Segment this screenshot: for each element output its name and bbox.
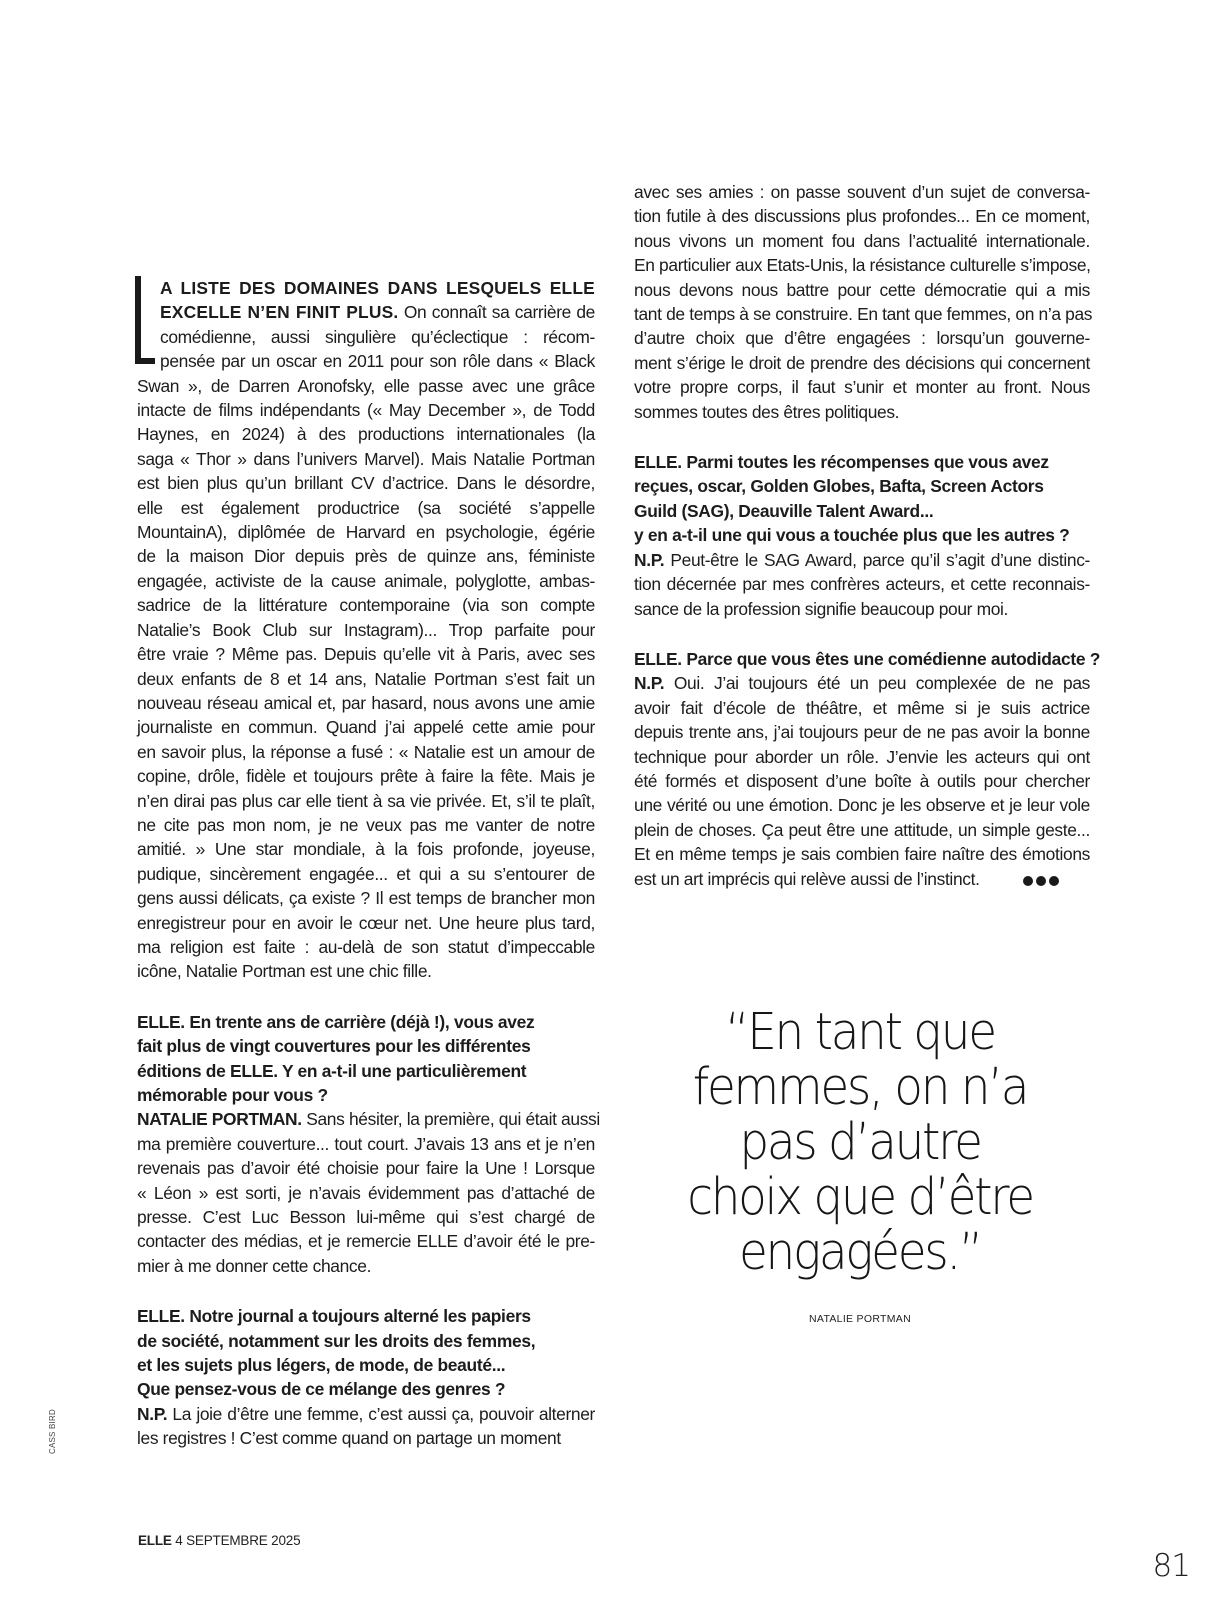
question-text: y en a-t-il une qui vous a touchée plus que les autres ?: [634, 525, 1070, 546]
question-text: Notre journal a toujours alterné les papiers: [184, 1306, 531, 1327]
answer-text: Et en même temps je sais combien faire naître des émotions: [634, 844, 1090, 865]
text-line: nous vivons un moment fou dans l’actualité internationale.: [634, 230, 1090, 251]
answer-line: [634, 597, 1090, 621]
question-line: [137, 1329, 595, 1353]
answer-line: [634, 572, 1090, 596]
answer-text: Peut-être le SAG Award, parce qu’il s’agit d’une distinc-: [664, 549, 1090, 570]
page-footer: [138, 1533, 300, 1548]
text-line: nouveau réseau amical et, par hasard, nous avons une amie: [137, 692, 595, 713]
answer-text: été formés et disposent d’une boîte à outils pour chercher: [634, 770, 1090, 791]
answer-text: « Léon » est sorti, je n’avais évidemment pas d’attaché de: [137, 1182, 595, 1203]
left-column: [137, 276, 600, 1451]
answer-line: [137, 1156, 595, 1180]
question-line: [634, 499, 1090, 523]
text-line: intacte de films indépendants (« May December », de Todd: [137, 400, 595, 421]
pull-quote-line: choix que d’être: [687, 1168, 1033, 1227]
text-line: n’en dirai pas plus car elle tient à sa vie privée. Et, s’il te plaît,: [137, 790, 595, 811]
answer-line: [634, 696, 1090, 720]
answer-text: depuis trente ans, j’ai toujours peur de ne pas avoir la bonne: [634, 722, 1090, 743]
continued-answer: [634, 180, 1093, 424]
question-text: mémorable pour vous ?: [137, 1085, 328, 1105]
answer-line: [137, 1205, 595, 1229]
footer-date: 4 SEPTEMBRE 2025: [175, 1533, 301, 1548]
answer-text: Sans hésiter, la première, qui était aussi: [301, 1109, 600, 1130]
answer-text: plein de choses. Ça peut être une attitude, un simple geste...: [634, 819, 1090, 840]
right-column: [634, 180, 1101, 892]
text-line: ment s’érige le droit de prendre des décisions qui concernent: [634, 352, 1090, 373]
qa-block: [137, 1010, 600, 1278]
text-line: pudique, sincèrement engagée... et qui a su s’entourer de: [137, 863, 595, 884]
answer-text: contacter des médias, et je remercie ELLE d’avoir été le pre-: [137, 1231, 595, 1252]
question-text: En trente ans de carrière (déjà !), vous avez: [184, 1011, 535, 1032]
text-line: sadrice de la littérature contemporaine (via son compte: [137, 595, 595, 616]
text-line: enregistreur pour en avoir le cœur net. Une heure plus tard,: [137, 912, 595, 933]
intro-line: pensée par un oscar en 2011 pour son rôle dans « Black: [160, 351, 595, 372]
end-dot: [1036, 876, 1046, 886]
answer-line: [634, 769, 1090, 793]
question-line: [634, 474, 1090, 498]
question-text: de société, notamment sur les droits des femmes,: [137, 1330, 536, 1351]
text-line: MountainA), diplômée de Harvard en psychologie, égérie: [137, 522, 595, 543]
answer-text: est un art imprécis qui relève aussi de l’instinct.: [634, 868, 980, 889]
intro-paragraph: [137, 276, 595, 984]
answer-text: Oui. J’ai toujours été un peu complexée de ne pas: [664, 673, 1090, 694]
question-text: Que pensez-vous de ce mélange des genres ?: [137, 1379, 506, 1400]
question-line: [634, 647, 1101, 671]
question-line: [634, 450, 1090, 474]
question-text: reçues, oscar, Golden Globes, Bafta, Screen Actors: [634, 476, 1044, 497]
interviewer-label: ELLE.: [634, 452, 682, 473]
text-line: Natalie’s Book Club sur Instagram)... Trop parfaite pour: [137, 619, 595, 640]
answer-line: [634, 720, 1090, 744]
text-line: nous devons nous battre pour cette démocratie qui a mis: [634, 279, 1090, 300]
answer-text: ma première couverture... tout court. J’avais 13 ans et je n’en: [137, 1133, 595, 1154]
answer-text: mier à me donner cette chance.: [137, 1255, 372, 1276]
qa-block: [634, 450, 1090, 621]
interviewer-label: ELLE.: [137, 1306, 185, 1327]
answer-line: [634, 548, 1090, 572]
text-line: icône, Natalie Portman est une chic fille.: [137, 961, 432, 982]
interviewer-label: ELLE.: [634, 648, 682, 669]
intro-line: EXCELLE N’EN FINIT PLUS. On connaît sa carrière de: [160, 302, 595, 323]
text-line: engagée, activiste de la cause animale, polyglotte, ambas-: [137, 570, 595, 591]
answer-line: [634, 842, 1090, 866]
answer-line: [137, 1426, 595, 1450]
pull-quote-author: NATALIE PORTMAN: [809, 1313, 911, 1325]
text-line: tion futile à des discussions plus profondes... En ce moment,: [634, 206, 1090, 227]
answer-line: [634, 867, 1090, 893]
qa-block: [137, 1304, 595, 1450]
text-line: est bien plus qu’un brillant CV d’actrice. Dans le désordre,: [137, 473, 595, 494]
answer-text: les registres ! C’est comme quand on partage un moment: [137, 1428, 561, 1449]
text-line: de la maison Dior depuis près de quinze ans, féministe: [137, 546, 595, 567]
answer-text: avoir fait d’école de théâtre, et même si je suis actrice: [634, 697, 1090, 718]
text-line: amitié. » Une star mondiale, à la fois profonde, joyeuse,: [137, 839, 595, 860]
question-line: [137, 1304, 595, 1328]
answer-line: [137, 1132, 595, 1156]
end-of-article-icon: [1020, 868, 1059, 892]
answer-line: [137, 1254, 595, 1278]
question-text: et les sujets plus légers, de mode, de beauté...: [137, 1355, 506, 1376]
pull-quote: [667, 1005, 1053, 1280]
text-line: ne cite pas mon nom, je ne veux pas me vanter de notre: [137, 814, 595, 835]
respondent-label: N.P.: [634, 673, 665, 694]
question-line: [137, 1377, 595, 1401]
question-line: [137, 1034, 595, 1058]
intro-line: comédienne, aussi singulière qu’éclectique : récom-: [160, 326, 595, 347]
pull-quote-line: femmes, on n’a: [692, 1058, 1028, 1117]
text-line: journaliste en commun. Quand j’ai appelé cette amie pour: [137, 717, 595, 738]
text-line: d’autre choix que d’être engagées : lorsqu’un gouverne-: [634, 328, 1090, 349]
text-line: sommes toutes des êtres politiques.: [634, 401, 900, 422]
answer-line: [634, 745, 1090, 769]
question-text: éditions de ELLE. Y en a-t-il une particulièrement: [137, 1060, 527, 1081]
pull-quote-line: pas d’autre: [739, 1113, 981, 1172]
qa-block: [634, 647, 1101, 892]
question-line: [634, 523, 1090, 547]
drop-cap-L: [135, 276, 155, 364]
photo-credit: CASS BIRD: [48, 1409, 57, 1454]
intro-line: A LISTE DES DOMAINES DANS LESQUELS ELLE: [160, 278, 595, 298]
text-line: en savoir plus, la réponse a fusé : « Natalie est un amour de: [137, 741, 595, 762]
page-number: 81: [1152, 1548, 1190, 1584]
interviewer-label: ELLE.: [137, 1011, 185, 1032]
text-line: être vraie ? Même pas. Depuis qu’elle vit à Paris, avec ses: [137, 644, 595, 665]
answer-line: [634, 671, 1090, 695]
answer-text: revenais pas d’avoir été choisie pour faire la Une ! Lorsque: [137, 1158, 595, 1179]
answer-line: [634, 793, 1090, 817]
pull-quote-line: engagées.”: [738, 1223, 982, 1282]
pull-quote-line: “En tant que: [725, 1003, 995, 1062]
text-line: elle est également productrice (sa société s’appelle: [137, 497, 595, 518]
text-line: gens aussi délicats, ça existe ? Il est temps de brancher mon: [137, 888, 595, 909]
answer-text: La joie d’être une femme, c’est aussi ça, pouvoir alterner: [167, 1403, 595, 1424]
answer-text: tion décernée par mes confrères acteurs, et cette reconnais-: [634, 574, 1090, 595]
text-line: tant de temps à se construire. En tant que femmes, on n’a pas: [634, 304, 1093, 325]
text-line: votre propre corps, il faut s’unir et monter au front. Nous: [634, 377, 1090, 398]
answer-text: technique pour aborder un rôle. J’envie les acteurs qui ont: [634, 746, 1090, 767]
question-text: fait plus de vingt couvertures pour les différentes: [137, 1036, 531, 1057]
text-line: avec ses amies : on passe souvent d’un sujet de conversa-: [634, 182, 1090, 202]
answer-line: [137, 1107, 600, 1131]
text-line: Swan », de Darren Aronofsky, elle passe avec une grâce: [137, 375, 595, 396]
end-dot: [1023, 876, 1033, 886]
end-dot: [1049, 876, 1059, 886]
text-line: copine, drôle, fidèle et toujours prête à faire la fête. Mais je: [137, 766, 595, 787]
question-line: [137, 1353, 595, 1377]
respondent-label: N.P.: [137, 1403, 168, 1424]
question-line: [137, 1059, 595, 1083]
text-line: Haynes, en 2024) à des productions internationales (la: [137, 424, 595, 445]
question-line: [137, 1083, 595, 1107]
answer-line: [137, 1181, 595, 1205]
respondent-label: NATALIE PORTMAN.: [137, 1109, 302, 1130]
answer-line: [634, 818, 1090, 842]
text-line: En particulier aux Etats-Unis, la résistance culturelle s’impose,: [634, 255, 1091, 276]
answer-text: presse. C’est Luc Besson lui-même qui s’est chargé de: [137, 1207, 595, 1228]
footer-brand: ELLE: [138, 1533, 172, 1548]
answer-text: une vérité ou une émotion. Donc je les observe et je leur vole: [634, 795, 1090, 816]
question-text: Guild (SAG), Deauville Talent Award...: [634, 500, 934, 521]
intro-body: [137, 374, 595, 984]
text-line: saga « Thor » dans l’univers Marvel). Mais Natalie Portman: [137, 448, 595, 469]
respondent-label: N.P.: [634, 549, 665, 570]
answer-text: sance de la profession signifie beaucoup pour moi.: [634, 598, 1009, 619]
answer-line: [137, 1402, 595, 1426]
text-line: ma religion est faite : au-delà de son statut d’impeccable: [137, 936, 595, 957]
text-line: deux enfants de 8 et 14 ans, Natalie Portman s’est fait un: [137, 668, 595, 689]
question-line: [137, 1010, 595, 1034]
answer-line: [137, 1229, 595, 1253]
question-text: Parmi toutes les récompenses que vous avez: [681, 452, 1049, 473]
question-text: Parce que vous êtes une comédienne autodidacte ?: [681, 648, 1101, 669]
